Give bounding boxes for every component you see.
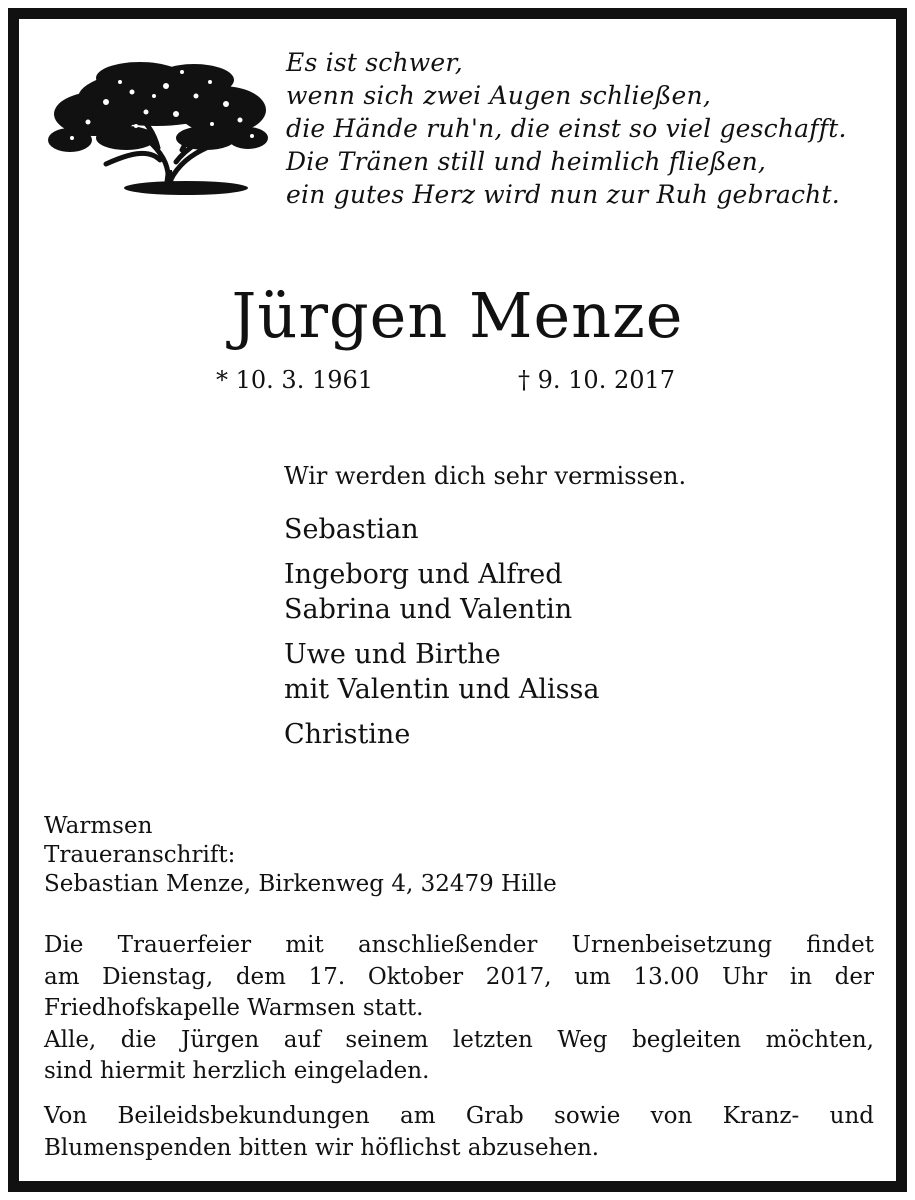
mourner-name: Sabrina und Valentin bbox=[284, 594, 573, 625]
mourning-address bbox=[44, 812, 864, 899]
deceased-name: Jürgen Menze bbox=[231, 279, 684, 352]
ceremony-text bbox=[44, 930, 874, 1088]
mourners-list bbox=[284, 458, 884, 762]
life-dates bbox=[0, 362, 915, 398]
poem-line: Es ist schwer, bbox=[286, 48, 463, 77]
poem-line: ein gutes Herz wird nun zur Ruh gebracht. bbox=[286, 180, 840, 209]
death-date: † 9. 10. 2017 bbox=[518, 366, 676, 394]
poem-line: Die Tränen still und heimlich fließen, bbox=[286, 147, 767, 176]
address-line: Sebastian Menze, Birkenweg 4, 32479 Hille bbox=[44, 871, 557, 897]
closing-line: Blumenspenden bitten wir höflichst abzusehen. bbox=[44, 1134, 600, 1161]
mourner-group bbox=[284, 637, 884, 707]
address-place: Warmsen bbox=[44, 813, 153, 839]
mourner-group bbox=[284, 512, 884, 547]
poem bbox=[286, 46, 886, 211]
mourner-name: Sebastian bbox=[284, 514, 419, 545]
birth-date: * 10. 3. 1961 bbox=[216, 366, 374, 394]
mourners-intro: Wir werden dich sehr vermissen. bbox=[284, 462, 687, 490]
mourner-name: Ingeborg und Alfred bbox=[284, 559, 563, 590]
ceremony-line: Friedhofskapelle Warmsen statt. bbox=[44, 995, 424, 1021]
mourner-group bbox=[284, 717, 884, 752]
closing-text bbox=[44, 1101, 874, 1164]
mourner-name: Christine bbox=[284, 719, 411, 750]
mourner-name: Uwe und Birthe bbox=[284, 639, 501, 670]
tree-icon bbox=[36, 52, 276, 202]
address-label: Traueranschrift: bbox=[44, 842, 236, 868]
closing-line: Von Beileidsbekundungen am Grab sowie von Kranz- und bbox=[44, 1103, 874, 1129]
poem-line: die Hände ruh'n, die einst so viel geschafft. bbox=[286, 114, 847, 143]
ceremony-line: am Dienstag, dem 17. Oktober 2017, um 13.00 Uhr in der bbox=[44, 963, 874, 990]
ceremony-line: sind hiermit herzlich eingeladen. bbox=[44, 1058, 430, 1084]
mourner-name: mit Valentin und Alissa bbox=[284, 674, 600, 705]
ceremony-line: Alle, die Jürgen auf seinem letzten Weg begleiten möchten, bbox=[44, 1026, 874, 1053]
mourner-group bbox=[284, 557, 884, 627]
poem-line: wenn sich zwei Augen schließen, bbox=[286, 81, 711, 110]
ceremony-line: Die Trauerfeier mit anschließender Urnenbeisetzung findet bbox=[44, 932, 874, 958]
